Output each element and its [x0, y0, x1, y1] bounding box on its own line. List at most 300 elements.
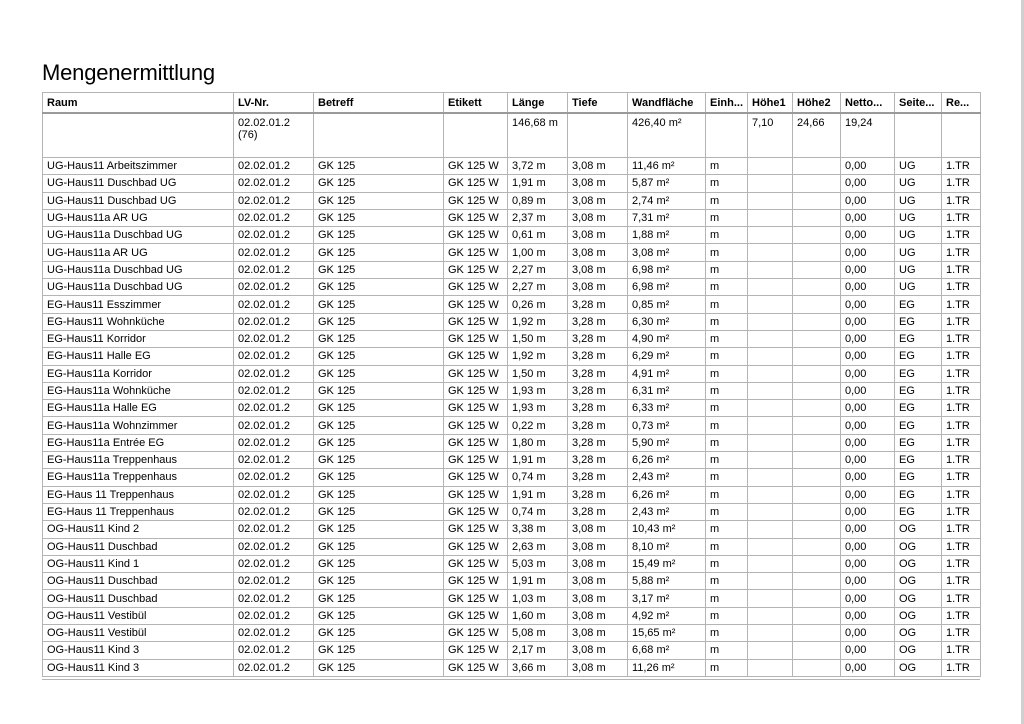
table-row[interactable]: [43, 573, 981, 590]
table-cell: m: [706, 521, 748, 538]
table-cell: [793, 400, 841, 417]
column-header-raum[interactable]: Raum: [43, 93, 234, 114]
table-cell: GK 125 W: [444, 279, 508, 296]
table-cell: 0,00: [841, 400, 895, 417]
table-cell: 1,93 m: [508, 400, 568, 417]
table-cell: UG-Haus11a AR UG: [43, 244, 234, 261]
table-row[interactable]: [43, 417, 981, 434]
table-cell: GK 125 W: [444, 452, 508, 469]
table-cell: UG: [895, 244, 942, 261]
table-cell: EG: [895, 365, 942, 382]
table-cell: 1.TR: [942, 521, 981, 538]
table-cell: 02.02.01.2: [234, 503, 314, 520]
table-cell: UG: [895, 227, 942, 244]
table-cell: m: [706, 486, 748, 503]
table-cell: UG-Haus11 Arbeitszimmer: [43, 158, 234, 175]
table-cell: EG-Haus11 Wohnküche: [43, 313, 234, 330]
table-cell: [793, 313, 841, 330]
table-cell: [793, 486, 841, 503]
table-cell: UG: [895, 175, 942, 192]
table-cell: [793, 417, 841, 434]
table-cell: GK 125: [314, 400, 444, 417]
table-cell: 3,72 m: [508, 158, 568, 175]
table-row[interactable]: [43, 227, 981, 244]
table-cell: 02.02.01.2: [234, 469, 314, 486]
table-row[interactable]: [43, 659, 981, 676]
table-cell: GK 125: [314, 538, 444, 555]
table-cell: [793, 659, 841, 676]
table-cell: [793, 192, 841, 209]
table-cell: 0,00: [841, 434, 895, 451]
table-cell: 1.TR: [942, 382, 981, 399]
column-header-hoehe2[interactable]: Höhe2: [793, 93, 841, 114]
column-header-hoehe1[interactable]: Höhe1: [748, 93, 793, 114]
table-cell: 0,26 m: [508, 296, 568, 313]
table-cell: m: [706, 400, 748, 417]
table-cell: 02.02.01.2: [234, 158, 314, 175]
table-cell: 0,00: [841, 503, 895, 520]
table-cell: m: [706, 382, 748, 399]
table-cell: OG-Haus11 Duschbad: [43, 538, 234, 555]
table-cell: 1.TR: [942, 227, 981, 244]
table-cell: GK 125: [314, 330, 444, 347]
table-cell: 02.02.01.2: [234, 538, 314, 555]
table-cell: 02.02.01.2: [234, 382, 314, 399]
table-bottom-rule: [42, 679, 980, 680]
table-cell: 2,63 m: [508, 538, 568, 555]
table-cell: [748, 158, 793, 175]
table-cell: 1,92 m: [508, 313, 568, 330]
table-cell: m: [706, 555, 748, 572]
table-cell: 3,28 m: [568, 503, 628, 520]
table-row[interactable]: [43, 469, 981, 486]
table-cell: m: [706, 503, 748, 520]
table-cell: [748, 417, 793, 434]
table-cell: [748, 503, 793, 520]
summary-row: [43, 113, 981, 158]
table-cell: m: [706, 296, 748, 313]
table-cell: GK 125 W: [444, 365, 508, 382]
summary-cell: [43, 113, 234, 158]
table-cell: 0,00: [841, 625, 895, 642]
table-cell: 02.02.01.2: [234, 521, 314, 538]
table-cell: 1.TR: [942, 330, 981, 347]
table-cell: 3,08 m: [568, 573, 628, 590]
table-cell: [793, 469, 841, 486]
table-row[interactable]: [43, 330, 981, 347]
table-cell: 11,46 m²: [628, 158, 706, 175]
table-cell: 3,38 m: [508, 521, 568, 538]
table-row[interactable]: [43, 555, 981, 572]
table-cell: [793, 330, 841, 347]
table-cell: 02.02.01.2: [234, 296, 314, 313]
table-cell: 1,50 m: [508, 365, 568, 382]
table-header-row: [43, 93, 981, 114]
table-cell: GK 125 W: [444, 417, 508, 434]
table-cell: 6,98 m²: [628, 279, 706, 296]
table-row[interactable]: [43, 625, 981, 642]
table-cell: 02.02.01.2: [234, 434, 314, 451]
table-cell: 3,28 m: [568, 330, 628, 347]
table-cell: [748, 469, 793, 486]
table-cell: 1.TR: [942, 417, 981, 434]
table-cell: 3,08 m: [568, 192, 628, 209]
table-cell: GK 125 W: [444, 538, 508, 555]
table-cell: [793, 434, 841, 451]
table-cell: [793, 261, 841, 278]
table-row[interactable]: [43, 382, 981, 399]
table-cell: GK 125: [314, 573, 444, 590]
table-cell: GK 125: [314, 521, 444, 538]
table-cell: [793, 279, 841, 296]
table-cell: 1.TR: [942, 192, 981, 209]
table-cell: 02.02.01.2: [234, 365, 314, 382]
table-cell: [748, 434, 793, 451]
table-cell: 3,08 m: [568, 227, 628, 244]
table-cell: 1.TR: [942, 279, 981, 296]
table-cell: [748, 521, 793, 538]
table-cell: [793, 503, 841, 520]
table-cell: 02.02.01.2: [234, 192, 314, 209]
table-cell: EG-Haus11a Korridor: [43, 365, 234, 382]
table-cell: 02.02.01.2: [234, 175, 314, 192]
table-cell: OG: [895, 573, 942, 590]
table-cell: UG-Haus11a Duschbad UG: [43, 279, 234, 296]
summary-cell: 19,24: [841, 113, 895, 158]
table-cell: 6,26 m²: [628, 452, 706, 469]
table-cell: GK 125 W: [444, 469, 508, 486]
column-header-betreff[interactable]: Betreff: [314, 93, 444, 114]
table-cell: [748, 573, 793, 590]
table-cell: GK 125: [314, 227, 444, 244]
table-cell: 3,08 m: [568, 625, 628, 642]
table-cell: m: [706, 625, 748, 642]
table-cell: [748, 607, 793, 624]
table-cell: [793, 538, 841, 555]
column-header-netto[interactable]: Netto...: [841, 93, 895, 114]
table-cell: OG-Haus11 Kind 3: [43, 659, 234, 676]
table-row[interactable]: [43, 434, 981, 451]
table-cell: [748, 279, 793, 296]
table-cell: [793, 158, 841, 175]
table-row[interactable]: [43, 192, 981, 209]
table-cell: m: [706, 573, 748, 590]
table-cell: GK 125: [314, 659, 444, 676]
table-cell: 3,08 m: [568, 209, 628, 226]
table-cell: EG-Haus 11 Treppenhaus: [43, 486, 234, 503]
table-row[interactable]: [43, 538, 981, 555]
table-row[interactable]: [43, 365, 981, 382]
table-cell: [748, 555, 793, 572]
table-cell: m: [706, 209, 748, 226]
table-cell: 02.02.01.2: [234, 607, 314, 624]
table-cell: 3,08 m: [568, 244, 628, 261]
table-cell: OG-Haus11 Vestibül: [43, 625, 234, 642]
table-row[interactable]: [43, 607, 981, 624]
table-cell: EG: [895, 296, 942, 313]
column-header-re[interactable]: Re...: [942, 93, 981, 114]
table-cell: GK 125: [314, 348, 444, 365]
column-header-lv-nr[interactable]: LV-Nr.: [234, 93, 314, 114]
table-cell: 02.02.01.2: [234, 417, 314, 434]
table-cell: EG: [895, 434, 942, 451]
table-cell: GK 125 W: [444, 382, 508, 399]
table-cell: m: [706, 469, 748, 486]
table-cell: 02.02.01.2: [234, 452, 314, 469]
table-cell: EG-Haus11a Wohnzimmer: [43, 417, 234, 434]
table-row[interactable]: [43, 279, 981, 296]
table-cell: 1.TR: [942, 590, 981, 607]
table-cell: EG: [895, 400, 942, 417]
table-cell: OG-Haus11 Duschbad: [43, 590, 234, 607]
column-header-tiefe[interactable]: Tiefe: [568, 93, 628, 114]
page-title: Mengenermittlung: [42, 60, 215, 85]
table-cell: 1.TR: [942, 296, 981, 313]
table-cell: [793, 296, 841, 313]
table-cell: UG: [895, 192, 942, 209]
column-header-etikett[interactable]: Etikett: [444, 93, 508, 114]
table-cell: GK 125 W: [444, 313, 508, 330]
table-cell: 0,00: [841, 555, 895, 572]
table-row[interactable]: [43, 261, 981, 278]
table-cell: [748, 330, 793, 347]
table-cell: GK 125 W: [444, 227, 508, 244]
summary-cell: [444, 113, 508, 158]
table-cell: 1.TR: [942, 555, 981, 572]
table-cell: m: [706, 261, 748, 278]
table-row[interactable]: [43, 244, 981, 261]
table-cell: 02.02.01.2: [234, 227, 314, 244]
table-cell: 3,28 m: [568, 452, 628, 469]
table-row[interactable]: [43, 521, 981, 538]
table-row[interactable]: [43, 590, 981, 607]
table-cell: [793, 590, 841, 607]
table-cell: 0,00: [841, 261, 895, 278]
table-cell: EG-Haus11a Wohnküche: [43, 382, 234, 399]
table-cell: 1.TR: [942, 486, 981, 503]
table-cell: GK 125 W: [444, 330, 508, 347]
table-cell: 3,28 m: [568, 400, 628, 417]
table-cell: OG-Haus11 Kind 1: [43, 555, 234, 572]
table-cell: 02.02.01.2: [234, 590, 314, 607]
table-cell: 1.TR: [942, 642, 981, 659]
table-cell: GK 125: [314, 555, 444, 572]
table-cell: m: [706, 244, 748, 261]
table-cell: GK 125: [314, 279, 444, 296]
column-header-laenge[interactable]: Länge: [508, 93, 568, 114]
table-cell: GK 125: [314, 296, 444, 313]
table-cell: 3,28 m: [568, 486, 628, 503]
table-cell: GK 125: [314, 434, 444, 451]
table-cell: 3,28 m: [568, 417, 628, 434]
table-cell: GK 125 W: [444, 607, 508, 624]
table-row[interactable]: [43, 642, 981, 659]
table-cell: GK 125: [314, 607, 444, 624]
table-cell: 02.02.01.2: [234, 279, 314, 296]
table-cell: 1,91 m: [508, 452, 568, 469]
table-cell: 0,00: [841, 607, 895, 624]
table-cell: 1.TR: [942, 400, 981, 417]
table-cell: 1.TR: [942, 469, 981, 486]
table-cell: GK 125: [314, 469, 444, 486]
table-cell: EG-Haus11a Treppenhaus: [43, 452, 234, 469]
table-cell: GK 125 W: [444, 192, 508, 209]
table-cell: EG-Haus11a Halle EG: [43, 400, 234, 417]
table-cell: 2,74 m²: [628, 192, 706, 209]
table-row[interactable]: [43, 158, 981, 175]
table-cell: OG: [895, 625, 942, 642]
table-cell: EG: [895, 382, 942, 399]
table-cell: OG-Haus11 Vestibül: [43, 607, 234, 624]
table-cell: 3,08 m²: [628, 244, 706, 261]
column-header-wandflaeche[interactable]: Wandfläche: [628, 93, 706, 114]
table-cell: [748, 192, 793, 209]
table-cell: [793, 642, 841, 659]
table-cell: [748, 538, 793, 555]
table-cell: 10,43 m²: [628, 521, 706, 538]
table-cell: [793, 573, 841, 590]
table-cell: 3,08 m: [568, 158, 628, 175]
table-cell: GK 125: [314, 625, 444, 642]
table-cell: GK 125 W: [444, 296, 508, 313]
table-cell: 4,92 m²: [628, 607, 706, 624]
summary-cell: [706, 113, 748, 158]
table-row[interactable]: [43, 400, 981, 417]
table-cell: 3,08 m: [568, 607, 628, 624]
table-cell: 3,28 m: [568, 313, 628, 330]
table-cell: OG: [895, 659, 942, 676]
table-cell: GK 125 W: [444, 261, 508, 278]
table-cell: 2,27 m: [508, 261, 568, 278]
table-cell: [748, 400, 793, 417]
table-cell: 3,28 m: [568, 382, 628, 399]
table-cell: 3,08 m: [568, 642, 628, 659]
table-row[interactable]: [43, 348, 981, 365]
table-row[interactable]: [43, 175, 981, 192]
table-cell: m: [706, 659, 748, 676]
table-cell: 3,08 m: [568, 521, 628, 538]
table-cell: 3,28 m: [568, 296, 628, 313]
table-cell: 2,17 m: [508, 642, 568, 659]
table-cell: UG: [895, 209, 942, 226]
table-cell: GK 125: [314, 417, 444, 434]
table-row[interactable]: [43, 452, 981, 469]
table-cell: [793, 555, 841, 572]
table-row[interactable]: [43, 503, 981, 520]
table-row[interactable]: [43, 296, 981, 313]
summary-cell: 02.02.01.2 (76): [234, 113, 314, 158]
table-row[interactable]: [43, 486, 981, 503]
table-cell: 0,74 m: [508, 503, 568, 520]
column-header-seite[interactable]: Seite...: [895, 93, 942, 114]
table-cell: OG-Haus11 Kind 3: [43, 642, 234, 659]
table-cell: 0,00: [841, 175, 895, 192]
table-cell: 02.02.01.2: [234, 261, 314, 278]
table-cell: 0,00: [841, 313, 895, 330]
table-cell: 0,00: [841, 382, 895, 399]
table-cell: 2,27 m: [508, 279, 568, 296]
table-cell: OG: [895, 521, 942, 538]
table-cell: 0,00: [841, 348, 895, 365]
table-cell: 02.02.01.2: [234, 348, 314, 365]
table-cell: 0,00: [841, 365, 895, 382]
table-cell: UG-Haus11a Duschbad UG: [43, 261, 234, 278]
table-cell: GK 125 W: [444, 348, 508, 365]
table-cell: GK 125 W: [444, 521, 508, 538]
table-cell: OG-Haus11 Duschbad: [43, 573, 234, 590]
table-cell: GK 125: [314, 192, 444, 209]
table-cell: 1.TR: [942, 244, 981, 261]
table-cell: 02.02.01.2: [234, 555, 314, 572]
table-cell: 1.TR: [942, 538, 981, 555]
table-cell: [793, 348, 841, 365]
table-cell: m: [706, 417, 748, 434]
table-cell: 1.TR: [942, 313, 981, 330]
table-cell: 1.TR: [942, 607, 981, 624]
table-cell: [748, 642, 793, 659]
table-cell: 02.02.01.2: [234, 642, 314, 659]
table-cell: GK 125 W: [444, 158, 508, 175]
table-cell: 1.TR: [942, 573, 981, 590]
table-cell: [793, 625, 841, 642]
table-cell: GK 125 W: [444, 573, 508, 590]
table-cell: GK 125 W: [444, 400, 508, 417]
table-cell: 3,28 m: [568, 469, 628, 486]
table-cell: EG-Haus11a Treppenhaus: [43, 469, 234, 486]
table-cell: OG: [895, 555, 942, 572]
table-cell: 1.TR: [942, 434, 981, 451]
table-row[interactable]: [43, 313, 981, 330]
table-cell: GK 125: [314, 503, 444, 520]
table-cell: UG-Haus11a AR UG: [43, 209, 234, 226]
column-header-einheit[interactable]: Einh...: [706, 93, 748, 114]
table-cell: EG: [895, 313, 942, 330]
table-cell: GK 125: [314, 244, 444, 261]
table-cell: 0,74 m: [508, 469, 568, 486]
table-cell: GK 125: [314, 158, 444, 175]
table-cell: OG: [895, 642, 942, 659]
table-cell: 0,00: [841, 158, 895, 175]
table-cell: GK 125: [314, 590, 444, 607]
table-cell: m: [706, 158, 748, 175]
table-cell: OG: [895, 607, 942, 624]
table-cell: 11,26 m²: [628, 659, 706, 676]
table-cell: GK 125 W: [444, 555, 508, 572]
table-cell: 6,26 m²: [628, 486, 706, 503]
table-cell: 1,91 m: [508, 486, 568, 503]
table-cell: 6,31 m²: [628, 382, 706, 399]
table-cell: [793, 382, 841, 399]
summary-cell: [314, 113, 444, 158]
table-cell: [748, 365, 793, 382]
table-cell: 1.TR: [942, 209, 981, 226]
table-cell: 5,90 m²: [628, 434, 706, 451]
table-cell: [748, 486, 793, 503]
table-cell: 02.02.01.2: [234, 313, 314, 330]
table-cell: m: [706, 192, 748, 209]
summary-cell: [568, 113, 628, 158]
table-cell: 0,00: [841, 452, 895, 469]
table-cell: 02.02.01.2: [234, 244, 314, 261]
table-cell: 0,00: [841, 227, 895, 244]
table-cell: m: [706, 434, 748, 451]
table-cell: 3,08 m: [568, 175, 628, 192]
table-cell: 02.02.01.2: [234, 573, 314, 590]
table-row[interactable]: [43, 209, 981, 226]
table-cell: GK 125: [314, 365, 444, 382]
table-cell: [748, 625, 793, 642]
table-cell: [748, 382, 793, 399]
